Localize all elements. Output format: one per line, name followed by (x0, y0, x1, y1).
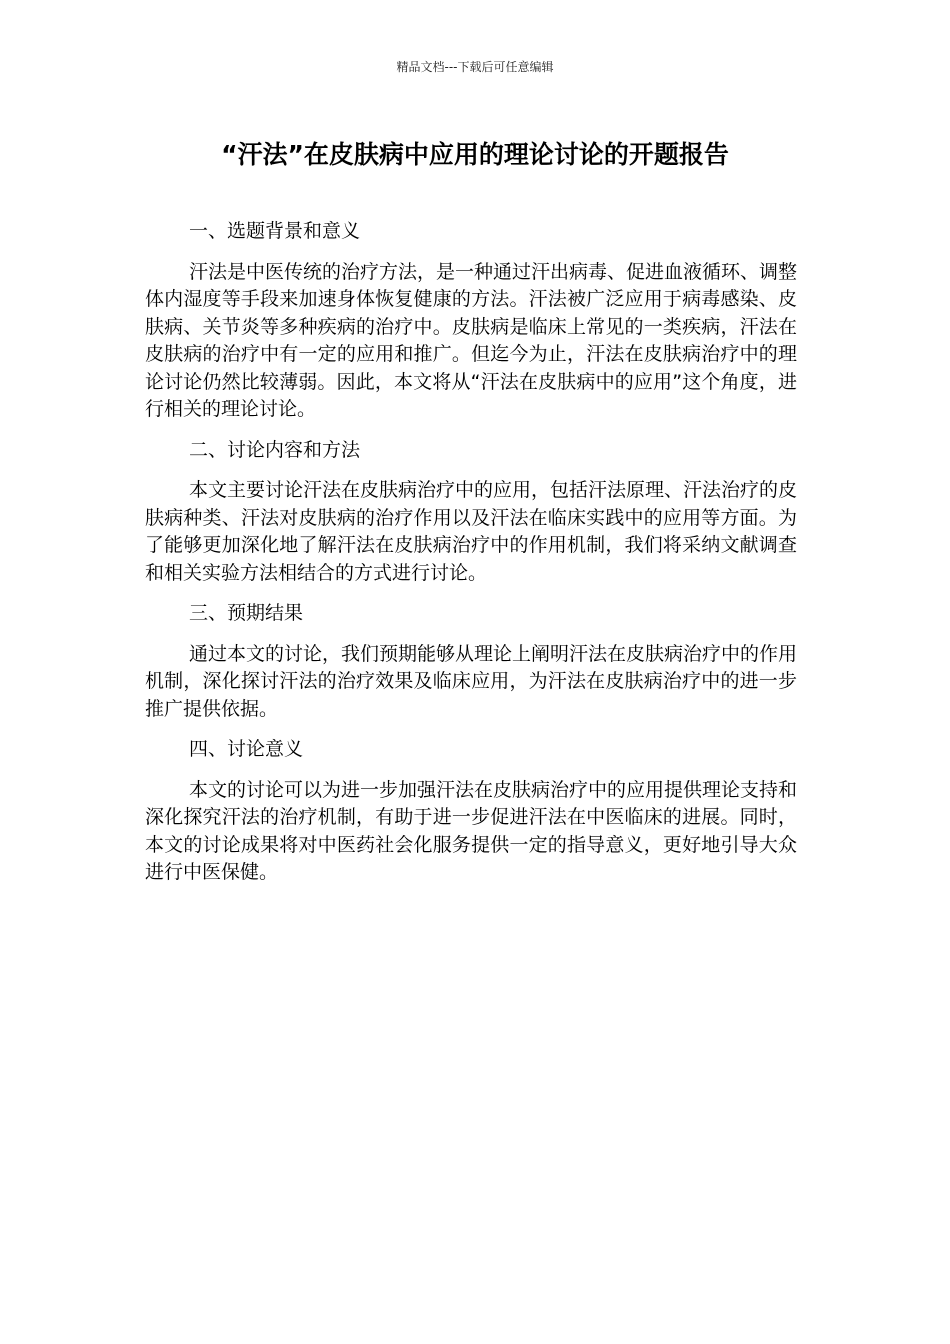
header-note: 精品文档---下载后可任意编辑 (396, 60, 554, 74)
section-significance (145, 736, 797, 887)
section-paragraph: 通过本文的讨论，我们预期能够从理论上阐明汗法在皮肤病治疗中的作用机制，深化探讨汗法的治疗效果及临床应用，为汗法在皮肤病治疗中的进一步推广提供依据。 (145, 642, 798, 720)
section-heading: 三、预期结果 (189, 602, 304, 624)
document-title: “汗法”在皮肤病中应用的理论讨论的开题报告 (221, 140, 729, 169)
section-paragraph: 本文主要讨论汗法在皮肤病治疗中的应用，包括汗法原理、汗法治疗的皮肤病种类、汗法对皮肤病的治疗作用以及汗法在临床实践中的应用等方面。为了能够更加深化地了解汗法在皮肤病治疗中的作用机制，我们将采纳文献调查和相关实验方法相结合的方式进行讨论。 (145, 479, 798, 584)
section-heading: 一、选题背景和意义 (189, 220, 361, 242)
section-paragraph: 本文的讨论可以为进一步加强汗法在皮肤病治疗中的应用提供理论支持和深化探究汗法的治疗机制，有助于进一步促进汗法在中医临床的进展。同时，本文的讨论成果将对中医药社会化服务提供一定的指导意义，更好地引导大众进行中医保健。 (145, 778, 798, 883)
section-expected-results (145, 600, 797, 723)
section-paragraph: 汗法是中医传统的治疗方法，是一种通过汗出病毒、促进血液循环、调整体内湿度等手段来加速身体恢复健康的方法。汗法被广泛应用于病毒感染、皮肤病、关节炎等多种疾病的治疗中。皮肤病是临床上常见的一类疾病，汗法在皮肤病的治疗中有一定的应用和推广。但迄今为止，汗法在皮肤病治疗中的理论讨论仍然比较薄弱。因此，本文将从“汗法在皮肤病中的应用”这个角度，进行相关的理论讨论。 (145, 260, 798, 420)
section-heading: 四、讨论意义 (189, 738, 304, 760)
document-body (145, 218, 797, 900)
section-heading: 二、讨论内容和方法 (189, 438, 361, 461)
section-content-method (145, 437, 797, 588)
section-background (145, 218, 797, 424)
